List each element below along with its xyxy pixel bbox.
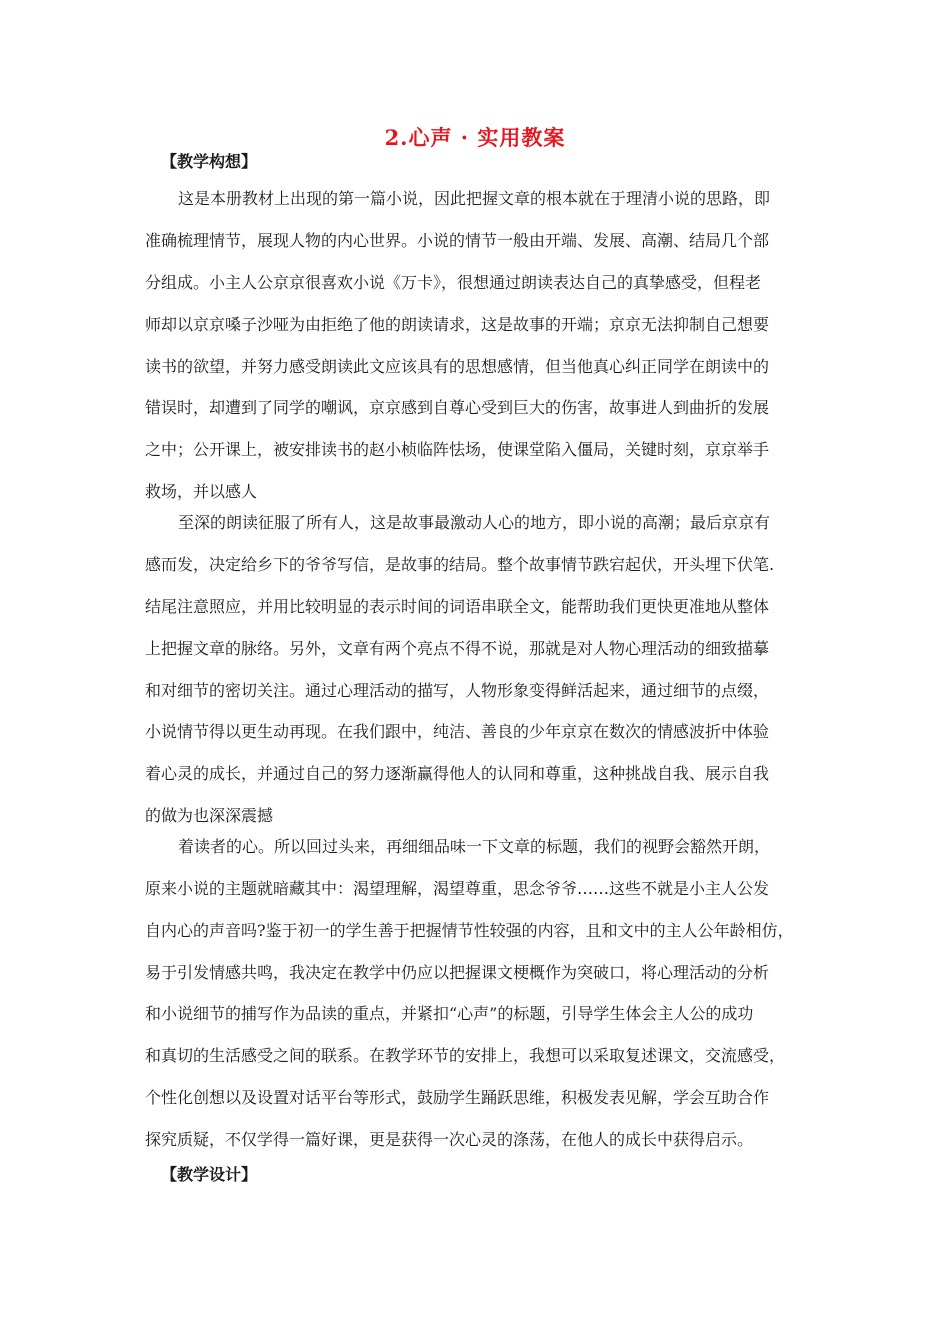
paragraph-line: 自内心的声音吗?鉴于初一的学生善于把握情节性较强的内容，且和文中的主人公年龄相仿， [145,921,794,940]
paragraph-line: 原来小说的主题就暗藏其中：渴望理解，渴望尊重，思念爷爷……这些不就是小主人公发 [145,879,770,898]
paragraph-line: 结尾注意照应，并用比较明显的表示时间的词语串联全文，能帮助我们更快更准地从整体 [145,597,770,616]
paragraph-line: 读书的欲望，并努力感受朗读此文应该具有的思想感情，但当他真心纠正同学在朗读中的 [145,357,770,376]
paragraph-line: 师却以京京嗓子沙哑为由拒绝了他的朗读请求，这是故事的开端；京京无法抑制自己想要 [145,315,770,334]
paragraph-line: 救场，并以感人 [145,482,258,501]
paragraph-line: 准确梳理情节，展现人物的内心世界。小说的情节一般由开端、发展、高潮、结局几个部 [145,231,770,250]
paragraph-line: 这是本册教材上出现的第一篇小说，因此把握文章的根本就在于理清小说的思路，即 [178,189,771,208]
paragraph-line: 着心灵的成长，并通过自己的努力逐渐赢得他人的认同和尊重，这种挑战自我、展示自我 [145,764,770,783]
paragraph-line: 错误时，却遭到了同学的嘲讽，京京感到自尊心受到巨大的伤害，故事进人到曲折的发展 [145,398,770,417]
paragraph-line: 小说情节得以更生动再现。在我们跟中，纯洁、善良的少年京京在数次的情感波折中体验 [145,722,770,741]
paragraph-line: 感而发，决定给乡下的爷爷写信，是故事的结局。整个故事情节跌宕起伏，开头埋下伏笔. [145,555,775,574]
document-title: 2.心声 · 实用教案 [384,125,566,150]
paragraph-line: 分组成。小主人公京京很喜欢小说《万卡》，很想通过朗读表达自己的真挚感受，但程老 [145,273,762,292]
paragraph-line: 和真切的生活感受之间的联系。在教学环节的安排上，我想可以采取复述课文，交流感受， [145,1046,786,1065]
paragraph-line: 个性化创想以及设置对话平台等形式，鼓励学生踊跃思维，积极发表见解，学会互助合作 [145,1088,770,1107]
paragraph-line: 探究质疑，不仅学得一篇好课，更是获得一次心灵的涤荡，在他人的成长中获得启示。 [145,1130,754,1149]
section-heading-teaching-concept: 【教学构想】 [161,152,258,171]
paragraph-line: 的做为也深深震撼 [145,806,274,825]
paragraph-line: 着读者的心。所以回过头来，再细细品味一下文章的标题，我们的视野会豁然开朗， [178,837,771,856]
paragraph-line: 和对细节的密切关注。通过心理活动的描写，人物形象变得鲜活起来，通过细节的点缀， [145,681,770,700]
paragraph-line: 上把握文章的脉络。另外，文章有两个亮点不得不说，那就是对人物心理活动的细致描摹 [145,639,770,658]
paragraph-line: 易于引发情感共鸣，我决定在教学中仍应以把握课文梗概作为突破口，将心理活动的分析 [145,963,770,982]
section-heading-teaching-design: 【教学设计】 [161,1165,258,1184]
paragraph-line: 之中；公开课上，被安排读书的赵小桢临阵怯场，使课堂陷入僵局，关键时刻，京京举手 [145,440,770,459]
paragraph-line: 至深的朗读征服了所有人，这是故事最激动人心的地方，即小说的高潮；最后京京有 [178,513,771,532]
paragraph-line: 和小说细节的捕写作为品读的重点，并紧扣“心声”的标题，引导学生体会主人公的成功 [145,1004,754,1023]
